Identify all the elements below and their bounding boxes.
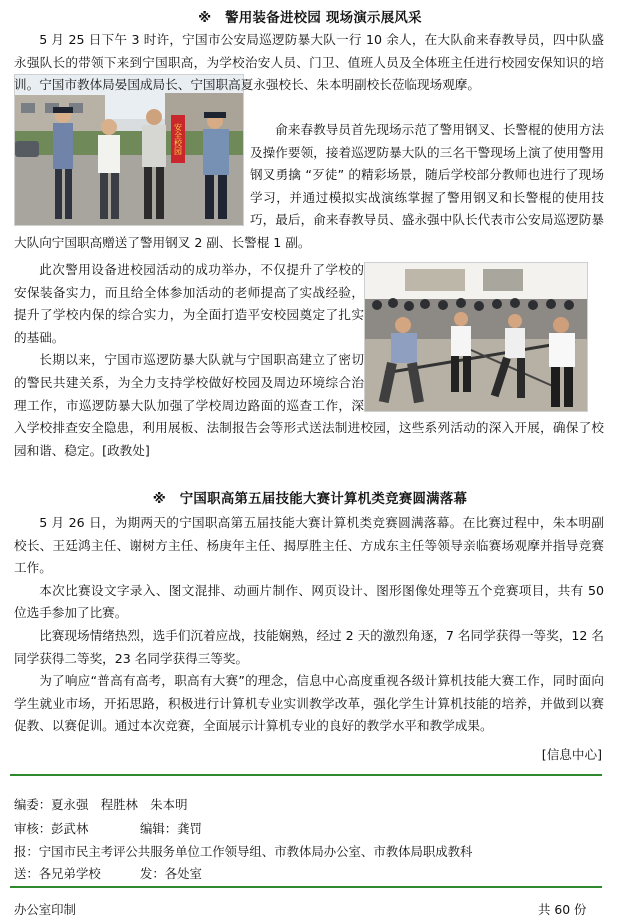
article1-title: ※ 警用装备进校园 现场演示展风采	[198, 11, 422, 26]
footer-send-to: 送：各兄弟学校	[14, 866, 101, 881]
article1-success-block	[14, 259, 604, 462]
article2-signature: [信息中心]	[541, 747, 602, 762]
article2-p4: 为了响应“普高有高考，职高有大赛”的理念，信息中心高度重视各级计算机技能大赛工作，同时面向学生就业市场，开拓思路，积极进行计算机专业实训教学改革，强化学生计算机技能的培养，并做到以赛促教、以赛促训。通过本次竞赛，全面展示计算机专业的良好的教学水平和教学成果。	[14, 673, 604, 734]
article2-body	[14, 512, 604, 738]
article2-p1: 5 月 26 日，为期两天的宁国职高第五届技能大赛计算机类竞赛圆满落幕。在比赛过程中，朱本明副校长、王廷鸿主任、谢树方主任、杨庚年主任、揭厚胜主任、方成东主任等领导亲临赛场观摩并指导竞赛工作。	[14, 515, 604, 576]
article1-intro	[14, 29, 604, 119]
article1-intro-text: 5 月 25 日下午 3 时许，宁国市公安局巡逻防暴大队一行 10 余人，在大队俞来春教导员，四中队盛永强队长的带领下来到宁国职高，为学校治安人员、门卫、值班人员及全体班主任进行校园安保知识的培训。宁国市教体局晏国成局长、宁国职高夏永强校长、朱本明副校长莅临现场观摩。	[14, 32, 604, 93]
photo1-sign-text: 安全校园	[173, 123, 183, 155]
article2-p2: 本次比赛设文字录入、图文混排、动画片制作、网页设计、图形图像处理等五个竞赛项目，共有 50 位选手参加了比赛。	[14, 582, 604, 621]
footer-report-to: 报：宁国市民主考评公共服务单位工作领导组、市教体局办公室、市教体局职成教科	[14, 844, 473, 859]
article1-longterm: 长期以来，宁国市巡逻防暴大队就与宁国职高建立了密切的警民共建关系，为全力支持学校做好校园及周边环境综合治理工作，市巡逻防暴大队加强了学校周边路面的巡查工作，深入学校排查安全隐患，利用展板、法制报告会等形式送法制进校园，这些系列活动的深入开展，确保了校园和谐、稳定。[政教处]	[14, 352, 604, 458]
footer-editor: 编辑：龚罚	[140, 821, 202, 836]
footer-rule-bottom	[10, 886, 602, 888]
article2-title: ※ 宁国职高第五届技能大赛计算机类竞赛圆满落幕	[152, 492, 468, 507]
article1-demo-block	[14, 119, 604, 255]
footer-rule-top	[10, 774, 602, 776]
footer-copies: 共 60 份	[538, 902, 587, 917]
article1-demo: 俞来春教导员首先现场示范了警用钢叉、长警棍的使用方法及操作要领，接着巡逻防暴大队的三名干警现场上演了使用警用钢叉勇擒 “歹徒” 的精彩场景，随后学校部分教师也进行了现场学习，并通过模拟实战演练掌握了警用钢叉和长警棍的使用技巧，最后，俞来春教导员、盛永强中队长代表市公安局巡逻防暴大队向宁国职高赠送了警用钢叉 2 副、长警棍 1 副。	[14, 122, 604, 250]
footer-issue-to: 发：各处室	[140, 866, 202, 881]
article2-p3: 比赛现场情绪热烈，选手们沉着应战，技能娴熟，经过 2 天的激烈角逐，7 名同学获得一等奖，12 名同学获得二等奖，23 名同学获得三等奖。	[14, 627, 604, 666]
footer-printer: 办公室印制	[14, 902, 76, 917]
footer-editors: 编委：夏永强 程胜林 朱本明	[14, 797, 188, 812]
article1-success: 此次警用设备进校园活动的成功举办，不仅提升了学校的安保装备实力，而且给全体参加活动的老师提高了实战经验，提升了学校内保的综合实力，为全面打造平安校园奠定了扎实的基础。	[14, 262, 364, 345]
footer-reviewer: 审核：彭武林	[14, 821, 89, 836]
